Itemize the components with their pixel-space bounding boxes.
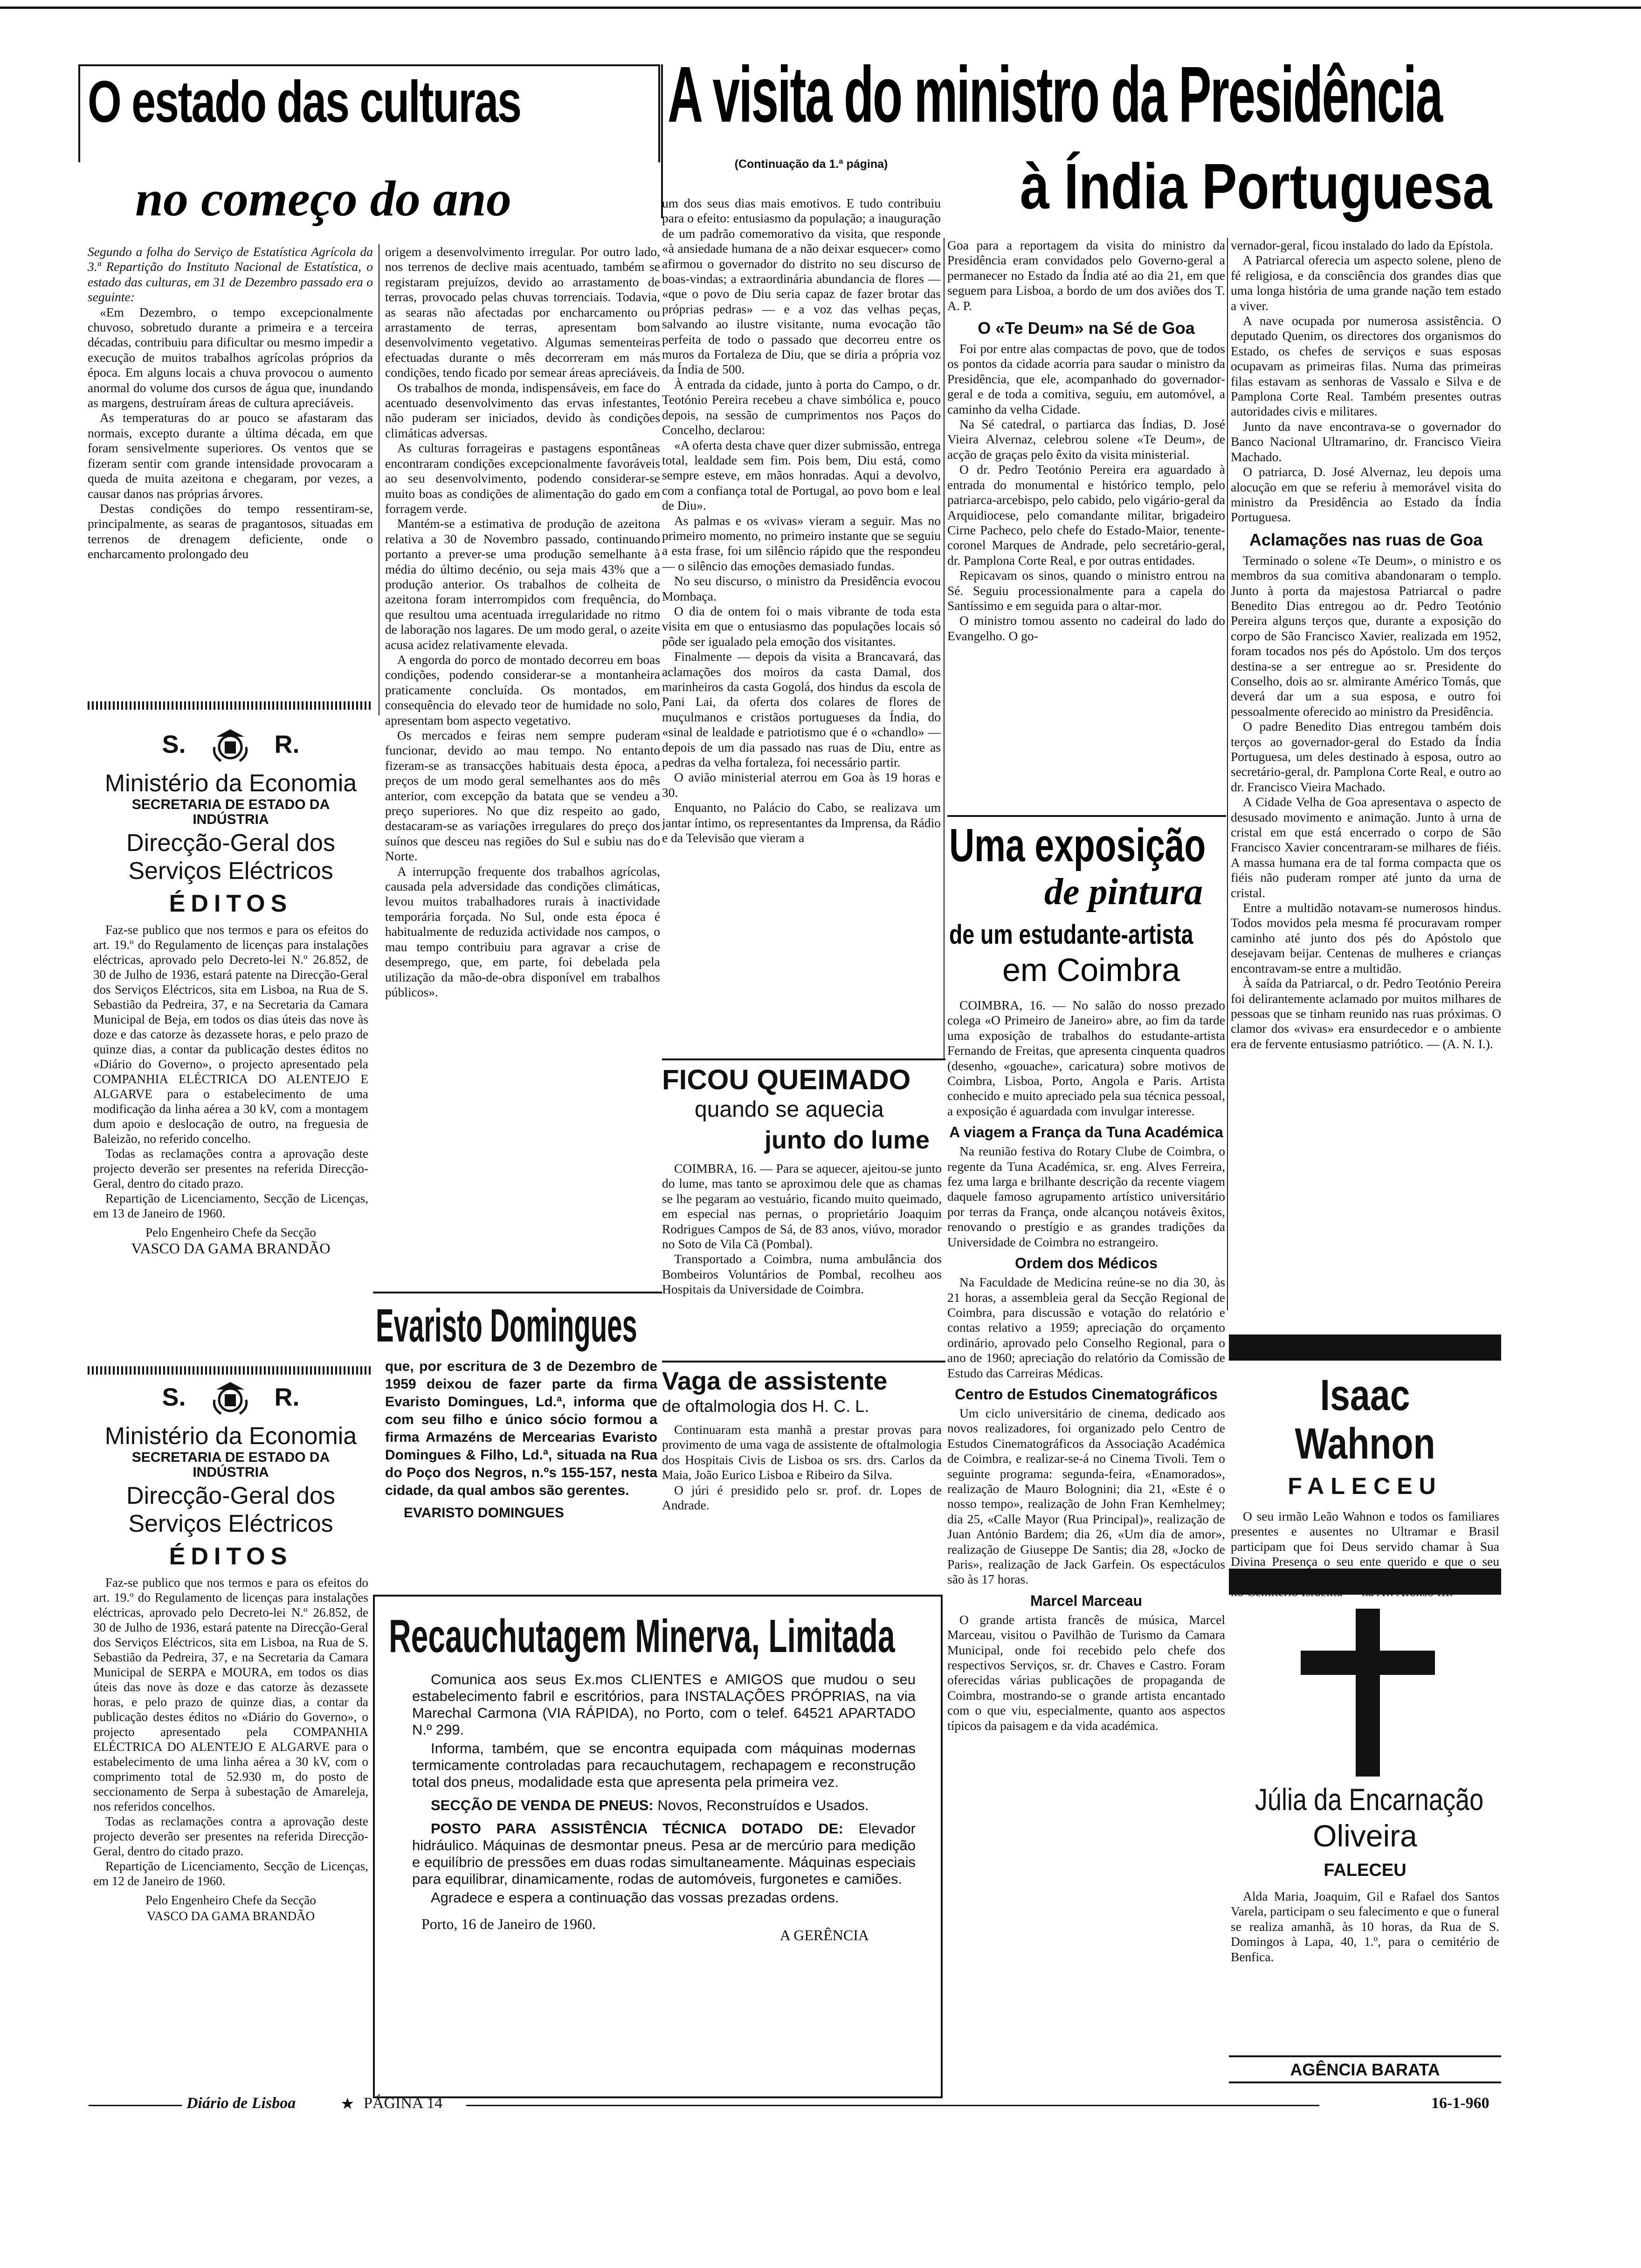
editos1-secretaria: SECRETARIA DE ESTADO DA INDÚSTRIA	[131, 797, 330, 827]
recauchutagem-footer	[412, 1915, 916, 1943]
recauchutagem-p1: Comunica aos seus Ex.mos CLIENTES e AMIGOS que mudou o seu estabelecimento fabril e escritórios, para INSTALAÇÕES PRÓPRIAS, na via Marechal Carmona (VIA RÁPIDA), no Porto, com o telef. 64521 APARTADO N.º 299.	[412, 1671, 916, 1738]
evaristo-notice	[376, 1300, 657, 1521]
editos2-text3: Repartição de Licenciamento, Secção de Licenças, em 12 de Janeiro de 1960.	[93, 1859, 368, 1888]
queimado-sub2: junto do lume	[765, 1126, 930, 1154]
editos2-text: Faz-se publico que nos termos e para os efeitos do art. 19.º do Regulamento de licenças para instalações eléctricas, aprovado pelo Decreto-lei N.º 26.852, de 30 de Julho de 1936, estará patente na Direcção-Geral dos Serviços Eléctricos, sita em Lisboa, na Rua de S. Sebastião da Pedreira, 37, e na Secretaria da Camara Municipal de SERPA e MOURA, em todos os dias úteis das nove às doze e das catorze às dezassete horas, e pelo prazo de quinze dias, a contar da publicação destes éditos no «Diário do Governo», o projecto apresentado pela COMPANHIA ELÉCTRICA DO ALENTEJO E ALGARVE para o estabelecimento de uma linha aérea a 30 kV, com o comprimento total de 52.930 m, do posto de seccionamento de Serpa à subestação de Amareleja, nos referidos concelhos.	[93, 1576, 368, 1813]
julia-faleceu: FALECEU	[1324, 1860, 1407, 1880]
queimado-title: FICOU QUEIMADO	[662, 1064, 911, 1095]
expo-rule	[947, 815, 1226, 817]
visita-col3-p5: O patriarca, D. José Alvernaz, leu depois uma alocução em que se referiu à memorável visita do ministro da Presidência ao Estado da Índia Portuguesa.	[1231, 464, 1501, 525]
recauchutagem-p2: Informa, também, que se encontra equipada com máquinas modernas termicamente controladas para recauchutagem, rechapagem e reconstrução total dos pneus, modalidade esta que apresenta pela primeira vez.	[412, 1740, 916, 1790]
footer-page: PÁGINA 14	[364, 2095, 443, 2112]
black-band	[1229, 1569, 1501, 1595]
queimado-rule	[662, 1058, 945, 1060]
agency-rule-top	[1229, 2055, 1501, 2057]
editos2-sig1: Pelo Engenheiro Chefe da Secção	[145, 1893, 316, 1907]
aclamacoes-p1: Terminado o solene «Te Deum», o ministro e os membros da sua comitiva abandonaram o templo. Junto à porta da majestosa Patriarcal o padre Benedito Dias entregou ao dr. Pedro Teotónio Pereira alguns terços que, durante a exposição do corpo de São Francisco Xavier, realizada em 1952, foram tocados nos pés do Apóstolo. Um dos terços destina-se a ser entregue ao sr. Presidente do Conselho, dois ao sr. almirante Américo Tomás, que deverá dar um a sua esposa, e outro foi pessoalmente oferecido ao ministro da Presidência.	[1231, 553, 1501, 719]
wahnon-name: Isaac Wahnon	[1295, 1370, 1435, 1468]
vaga-rule	[662, 1361, 945, 1362]
visita-p6: O dia de ontem foi o mais vibrante de toda esta visita em que o entusiasmo das populações locais só pôde ser igualado pela emoção dos visitantes.	[662, 603, 941, 649]
editos2-heading: ÉDITOS	[169, 1543, 293, 1570]
editos1-header	[93, 727, 368, 765]
exposicao-col	[947, 998, 1225, 2061]
visita-col2	[947, 238, 1225, 816]
editos2-secretaria: SECRETARIA DE ESTADO DA INDÚSTRIA	[131, 1450, 330, 1480]
queimado-article	[662, 1064, 942, 1297]
cross-icon	[1231, 1604, 1499, 1781]
visita-p5: No seu discurso, o ministro da Presidência evocou Mombaça.	[662, 574, 941, 603]
recauchutagem-sig: A GERÊNCIA	[779, 1927, 869, 1943]
editos2-header	[93, 1380, 368, 1418]
wahnon-faleceu: FALECEU	[1288, 1473, 1442, 1499]
editos1-r: R.	[274, 730, 300, 759]
aclamacoes-p5: À saída da Patriarcal, o dr. Pedro Teotónio Pereira foi delirantemente aclamado por muitos milhares de pessoas que se tinham reunido nas ruas próximas. O clamor dos «vivas» era ensurdecedor e o ambiente era de fervente entusiasmo patriótico. — (A. N. I.).	[1231, 976, 1501, 1051]
culturas-col1	[88, 244, 373, 692]
col-divider	[944, 238, 945, 1058]
editos1-text3: Repartição de Licenciamento, Secção de Licenças, em 13 de Janeiro de 1960.	[93, 1191, 368, 1220]
recauchutagem-p4-text: Elevador hidráulico. Máquinas de desmontar pneus. Pesa ar de mercúrio para medição e equilíbrio de pressões em duas rodas simultaneamente. Máquinas especiais para equilibrar, dinamicamente, rodas de automóveis, furgonetes e camiões.	[412, 1820, 916, 1887]
te-deum-p4: Repicavam os sinos, quando o ministro entrou na Sé. Seguiu processionalmente para a capela do Santíssimo e em seguida para o altar-mor.	[947, 568, 1225, 613]
culturas-col2-p6: Os mercados e feiras nem sempre puderam funcionar, devido ao mau tempo. No entanto fizeram-se as transacções habituais desta época, a preços de um modo geral semelhantes aos do mês anterior, com excepção da batata que se vendeu a preço superiores. No que diz respeito ao gado, destacaram-se as variações irregulares do preço dos suínos que desceu nas regiões do Sul e subiu nas do Norte.	[385, 728, 660, 864]
evaristo-title: Evaristo Domingues	[376, 1300, 637, 1352]
headline-border-top	[78, 64, 660, 66]
visita-title: A visita do ministro da Presidência	[668, 50, 1442, 139]
recauchutagem-p3-text: Novos, Reconstruídos e Usados.	[653, 1797, 869, 1813]
culturas-p2: As temperaturas do ar pouco se afastaram das normais, excepto durante a última década, em que foram sensivelmente superiores. Os ventos que se fizeram sentir com grande intensidade provocaram a queda de muita azeitona e chegaram, por vezes, a causar danos nas próprias árvores.	[88, 410, 373, 501]
te-deum-heading: O «Te Deum» na Sé de Goa	[978, 318, 1195, 338]
top-rule	[0, 7, 1641, 9]
recauchutagem-p5: Agradece e espera a continuação das vossas prezadas ordens.	[431, 1889, 839, 1906]
vaga-p1: Continuaram esta manhã a prestar provas para provimento de uma vaga de assistente de oftalmologia dos Hospitais Civis de Lisboa os srs. drs. Carlos da Maia, João Eurico Lisboa e Ribeiro da Silva.	[662, 1422, 942, 1482]
editos2-notice	[93, 1380, 368, 1924]
editos2-text2: Todas as reclamações contra a aprovação deste projecto deverão ser presentes na referida Direcção-Geral, dentro do citado prazo.	[93, 1814, 368, 1858]
culturas-col2-p5: A engorda do porco de montado decorreu em boas condições, podendo considerar-se a montanheira praticamente concluída. Os montados, em consequência do elevado teor de humidade no solo, apresentam bom aspecto vegetativo.	[385, 652, 660, 727]
editos1-sig2: VASCO DA GAMA BRANDÃO	[131, 1240, 331, 1257]
visita-col2-p1: Goa para a reportagem da visita do ministro da Presidência eram convidados pelo Governo-geral a permanecer no Estado da Índia até ao dia 21, em que seguem para Lisboa, a bordo de um dos aviões dos T. A. P.	[947, 238, 1225, 313]
editos2-sig2: VASCO DA GAMA BRANDÃO	[146, 1909, 315, 1923]
te-deum-p1: Foi por entre alas compactas de povo, que de todos os pontos da cidade acorria para saudar o ministro da Presidência, que ele, acompanhado do governador-geral e de toda a comitiva, seguiu, em automóvel, a caminho da velha Cidade.	[947, 341, 1225, 416]
editos1-ministry: Ministério da Economia	[104, 770, 357, 797]
culturas-p1: «Em Dezembro, o tempo excepcionalmente chuvoso, sobretudo durante a primeira e a terceira décadas, contribuiu para dificultar ou mesmo impedir a execução de muitos trabalhos agrícolas próprios da época. Em alguns locais a chuva provocou o aumento anormal do volume dos cursos de água que, inundando as margens, destruíram áreas de cultura apreciáveis.	[88, 304, 373, 410]
exposicao-sub3: em Coimbra	[1002, 952, 1180, 988]
visita-col3-p2: A Patriarcal oferecia um aspecto solene, pleno de fé religiosa, e da consciência dos grandes dias que uma longa história de uma grande nação tem estado a viver.	[1231, 253, 1501, 313]
recauchutagem-body	[412, 1671, 916, 1943]
queimado-p2: Transportado a Coimbra, numa ambulância dos Bombeiros Voluntários de Pombal, recolheu aos Hospitais da Universidade de Coimbra.	[662, 1252, 942, 1297]
section-divider-2	[88, 1366, 373, 1375]
culturas-col2-p3: As culturas forrageiras e pastagens espontâneas encontraram condições excepcionalmente favoráveis ao seu desenvolvimento, podendo considerar-se muito boas as condições de alimentação do gado em forragem verde.	[385, 441, 660, 516]
agency-rule-bottom	[1229, 2081, 1501, 2083]
visita-p2: À entrada da cidade, junto à porta do Campo, o dr. Teotónio Pereira recebeu a chave simbólica e, pouco depois, na sessão de cumprimentos nos Paços do Concelho, declarou:	[662, 377, 941, 437]
visita-p4: As palmas e os «vivas» vieram a seguir. Mas no primeiro momento, no primeiro instante que se seguiu a esta frase, foi um silêncio rápido que the respondeu — o silêncio das emoções demasiado fundas.	[662, 513, 941, 573]
black-band	[1229, 1335, 1501, 1361]
wahnon-text: O seu irmão Leão Wahnon e todos os familiares presentes e ausentes no Ultramar e Brasil participam que foi Deus servido chamar à Sua Divina Presença o seu ente querido e que o seu	[1231, 1509, 1499, 1569]
recauchutagem-title: Recauchutagem Minerva, Limitada	[389, 1610, 895, 1662]
visita-p7: Finalmente — depois da visita a Brancavará, das aclamações dos moiros da casta Damal, dos marinheiros da casta Gogolá, dos hindus da escola de Pani Lai, da oferta dos colares de flores de muçulmanos e cristãos portugueses da Índia, do «sinal de lealdade e patriotismo que é o «chandlo» — depois de um dia passado nas ruas de Diu, entre as pedras da velha fortaleza, foi necessário partir.	[662, 649, 941, 770]
editos1-s: S.	[162, 730, 186, 759]
exposicao-title: Uma exposição	[949, 819, 1206, 871]
coat-of-arms-icon	[212, 1380, 249, 1418]
star-icon: ★	[340, 2095, 355, 2113]
aclamacoes-p4: Entre a multidão notavam-se numerosos hindus. Todos movidos pela mesma fé procuravam romper caminho até junto dos pés do Apóstolo que desejavam beijar. Centenas de mulheres e crianças encontravam-se entre a multidão.	[1231, 900, 1501, 975]
cinema-p1: Um ciclo universitário de cinema, dedicado aos novos realizadores, foi organizado pelo Centro de Estudos Cinematográficos da Associação Académica de Coimbra, e realizar-se-á no Cinema Tivoli. Tem o seguinte programa: segunda-feira, «Enamorados», realização de Mauro Bolognini; dia 21, «Este é o nosso tempo», realização de John Fran Kemhelmey; dia 25, «Calle Mayor (Rua Principal)», realização de Juan António Bardem; dia 26, «Um dia de amor», realização de Giuseppe De Santis; dia 28, «Jocko de Paris», realização de Jack Garfein. Os espectáculos são às 17 horas.	[947, 1405, 1225, 1587]
franca-heading: A viagem a França da Tuna Académica	[949, 1124, 1223, 1141]
queimado-p1: COIMBRA, 16. — Para se aquecer, ajeitou-se junto do lume, mas tanto se aproximou dele que as chamas se lhe pegaram ao vestuário, ficando muito queimado, em especial nas pernas, o proprietário Joaquim Rodrigues Campos de Sá, de 83 anos, viúvo, morador no Soto de Vila Cã (Pombal).	[662, 1161, 942, 1252]
footer-rule	[466, 2105, 1319, 2106]
col-divider	[1227, 238, 1228, 1310]
editos2-s: S.	[162, 1383, 186, 1411]
headline-border-right	[658, 64, 660, 162]
editos1-direccao: Direcção-Geral dos Serviços Eléctricos	[126, 830, 335, 885]
exposicao-sub1: de pintura	[1044, 871, 1203, 913]
julia-name1: Júlia da Encarnação	[1255, 1782, 1484, 1817]
aclamacoes-p3: A Cidade Velha de Goa apresentava o aspecto de desusado movimento e animação. Junto à urna de cristal em que está encerrado o corpo de São Francisco Xavier concentraram-se milhares de fiéis. A massa humana era de tal forma compacta que os fiéis não puderam romper até junto da urna de cristal.	[1231, 795, 1501, 900]
editos1-sig1: Pelo Engenheiro Chefe da Secção	[145, 1225, 316, 1239]
editos1-text: Faz-se publico que nos termos e para os efeitos do art. 19.º do Regulamento de licenças para instalações eléctricas, aprovado pelo Decreto-lei N.º 26.852, de 30 de Julho de 1936, estará patente na Direcção-Geral dos Serviços Eléctricos, sita em Lisboa, na Rua de S. Sebastião da Pedreira, 37, e na Secretaria da Camara Municipal de Beja, em todos os dias úteis das nove às doze e das catorze às dezassete horas, e pelo prazo de quinze dias, a contar da publicação destes éditos no «Diário do Governo», o projecto apresentado pela COMPANHIA ELÉCTRICA DO ALENTEJO E ALGARVE para o estabelecimento de uma modificação da linha aérea a 30 kV, com a montagem dum apoio e deslocação de outro, na freguesia de Baleizão, no referido concelho.	[93, 923, 368, 1146]
footer-paper: Diário de Lisboa	[186, 2095, 296, 2112]
julia-obituary	[1231, 1604, 1499, 1964]
visita-border-left	[661, 64, 663, 218]
page-footer	[89, 2095, 1510, 2118]
culturas-p3: Destas condições do tempo ressentiram-se, principalmente, as searas de pragantosos, situadas em terrenos de drenagem deficiente, onde o encharcamento prolongado deu	[88, 501, 373, 561]
marceau-p1: O grande artista francês de música, Marcel Marceau, visitou o Pavilhão de Turismo da Camara Municipal, onde foi recebido pelo chefe dos respectivos Serviços, sr. dr. Chaves e Castro. Foram oferecidas várias publicações de propaganda de Coimbra, mostrando-se o grande artista encantado com o que viu, especialmente, quanto aos aspectos típicos da paisagem e da vida académica.	[947, 1612, 1225, 1733]
editos2-ministry: Ministério da Economia	[104, 1423, 357, 1450]
editos1-notice	[93, 727, 368, 1256]
editos1-text2: Todas as reclamações contra a aprovação deste projecto deverão ser presentes na referida Direcção-Geral, dentro do citado prazo.	[93, 1147, 368, 1190]
julia-agency: AGÊNCIA BARATA	[1290, 2060, 1440, 2079]
evaristo-rule	[373, 1292, 662, 1293]
vaga-title: Vaga de assistente	[662, 1367, 888, 1395]
aclamacoes-heading: Aclamações nas ruas de Goa	[1249, 530, 1483, 549]
vaga-p2: O júri é presidido pelo sr. prof. dr. Lopes de Andrade.	[662, 1482, 942, 1513]
recauchutagem-p4-bold: POSTO PARA ASSISTÊNCIA TÉCNICA DOTADO DE:	[431, 1820, 843, 1837]
julia-text: Alda Maria, Joaquim, Gil e Rafael dos Santos Varela, participam o seu falecimento e que o funeral se realiza amanhã, às 10 horas, da Rua de S. Domingos à Lapa, 40, 1.º, para o cemitério de Benfica.	[1231, 1889, 1499, 1964]
queimado-sub1: quando se aquecia	[695, 1097, 884, 1122]
exposicao-sub2: de um estudante-artista	[949, 920, 1193, 950]
culturas-col2	[385, 244, 660, 1298]
julia-name2: Oliveira	[1313, 1819, 1417, 1853]
section-divider	[88, 701, 373, 710]
editos1-heading: ÉDITOS	[169, 890, 293, 917]
editos2-direccao: Direcção-Geral dos Serviços Eléctricos	[126, 1482, 335, 1537]
recauchutagem-ad	[373, 1595, 943, 2098]
visita-col3-p4: Junto da nave encontrava-se o governador do Banco Nacional Ultramarino, dr. Francisco Vieira Machado.	[1231, 419, 1501, 464]
cinema-heading: Centro de Estudos Cinematográficos	[955, 1385, 1218, 1403]
visita-col3	[1231, 238, 1501, 1292]
exposicao-p1: COIMBRA, 16. — No salão do nosso prezado colega «O Primeiro de Janeiro» abre, ao fim da tarde uma exposição de trabalhos do estudante-artista Fernando de Freitas, que apresenta cinquenta quadros (desenho, «gouache», caricatura) sobre motivos de Coimbra, Lisboa, Porto, Angola e Paris. Artista conhecido e muito apreciado pela sua técnica pessoal, a exposição é aguardada com invulgar interesse.	[947, 998, 1225, 1118]
wahnon-obituary	[1231, 1371, 1499, 1599]
te-deum-p5: O ministro tomou assento no cadeiral do lado do Evangelho. O go-	[947, 613, 1225, 643]
visita-p8: O avião ministerial aterrou em Goa às 19 horas e 30.	[662, 770, 941, 800]
culturas-col2-p7: A interrupção frequente dos trabalhos agrícolas, causada pela adversidade das condições climáticas, levou muitos trabalhadores rurais à inactividade temporária forçada. No Sul, onde esta época é habitualmente de reduzida actividade nos campos, o mau tempo contribuiu para agravar a crise de desemprego, que, em parte, foi debelada pela utilização da mão-de-obra disponível em trabalhos públicos».	[385, 864, 660, 999]
culturas-col2-p2: Os trabalhos de monda, indispensáveis, em face do acentuado desenvolvimento das ervas infestantes, não puderam ser iniciados, devido às condições climáticas adversas.	[385, 380, 660, 440]
visita-p3: «A oferta desta chave quer dizer submissão, entrega total, lealdade sem fim. Pois bem, Diu está, como sempre esteve, em mãos honradas. Aqui a devolvo, com a confiança total de Portugal, ao povo bom e leal de Diu».	[662, 437, 941, 513]
recauchutagem-p3-bold: SECÇÃO DE VENDA DE PNEUS:	[431, 1797, 654, 1813]
culturas-col2-p1: origem a desenvolvimento irregular. Por outro lado, nos terrenos de declive mais acentuado, também se registaram prejuízos, devido ao arrastamento de terras, provocado pelas chuvas torrenciais. Todavia, as searas não afectadas por encharcamento ou arrastamento de terras, apresentam bom desenvolvimento vegetativo. Algumas sementeiras efectuadas durante o mês decorreram em más condições, tendo ficado por semear áreas apreciáveis.	[385, 244, 660, 380]
recauchutagem-p4	[412, 1820, 916, 1888]
visita-col1	[662, 196, 941, 1054]
recauchutagem-place: Porto, 16 de Janeiro de 1960.	[421, 1915, 596, 1932]
evaristo-sig: EVARISTO DOMINGUES	[404, 1505, 564, 1521]
coat-of-arms-icon	[212, 727, 249, 765]
visita-subtitle: à Índia Portuguesa	[1020, 151, 1492, 222]
editos2-r: R.	[274, 1383, 300, 1411]
te-deum-p2: Na Sé catedral, o partiarca das Índias, D. José Vieira Alvernaz, celebrou solene «Te Deum», de acção de graças pelo êxito da visita ministerial.	[947, 417, 1225, 462]
te-deum-p3: O dr. Pedro Teotónio Pereira era aguardado à entrada do monumental e histórico templo, pelo patriarca-arcebispo, pelo cabido, pelo vigário-geral da Arquidiocese, pelo comandante militar, brigadeiro Cirne Pacheco, pelo chefe do Estado-Maior, tenente-coronel Marques de Andrade, pelo secretário-geral, dr. Pamplona Corte Real, e por outras entidades.	[947, 462, 1225, 567]
footer-date: 16-1-960	[1431, 2095, 1489, 2112]
culturas-lead: Segundo a folha do Serviço de Estatística Agrícola da 3.ª Repartição do Instituto Nacional de Estatística, o estado das culturas, em 31 de Dezembro passado era o seguinte:	[88, 244, 373, 304]
visita-p9: Enquanto, no Palácio do Cabo, se realizava um jantar íntimo, os representantes da Imprensa, da Rádio e da Televisão que vieram a	[662, 800, 941, 845]
visita-col3-p3: A nave ocupada por numerosa assistência. O deputado Quenim, os directores dos organismos do Estado, os chefes de serviços e suas esposas ocupavam as primeiras filas. Numa das primeiras filas estavam as senhoras de Vassalo e Silva e de Pamplona Corte Real. Também presentes outras autoridades civis e militares.	[1231, 313, 1501, 419]
marceau-heading: Marcel Marceau	[1030, 1592, 1143, 1609]
visita-continuation: (Continuação da 1.ª página)	[734, 158, 888, 171]
vaga-sub: de oftalmologia dos H. C. L.	[662, 1397, 869, 1416]
culturas-subtitle: no começo do ano	[135, 171, 511, 227]
evaristo-text: que, por escritura de 3 de Dezembro de 1959 deixou de fazer parte da firma Evaristo Domingues, Ld.ª, informa que com seu filho e único sócio formou a firma Armazéns de Mercearias Evaristo Domingues & Filho, Ld.ª, situada na Rua do Poço dos Negros, n.ºs 155-157, nesta cidade, da qual ambos são gerentes.	[385, 1359, 657, 1498]
vaga-article	[662, 1367, 942, 1513]
headline-border-left	[78, 64, 80, 162]
medicos-heading: Ordem dos Médicos	[1015, 1255, 1158, 1272]
visita-col3-p1: vernador-geral, ficou instalado do lado da Epístola.	[1231, 238, 1494, 252]
culturas-title: O estado das culturas	[88, 69, 521, 135]
medicos-p1: Na Faculdade de Medicina reúne-se no dia 30, às 21 horas, a assembleia geral da Secção Regional de Coimbra, para discussão e votação do relatório e contas relativo a 1959; apreciação do orçamento ordinário, aprovado pelo Conselho Regional, para o ano de 1960; apreciação do relatório da Comissão de Estudo das Carreiras Médicas.	[947, 1275, 1225, 1380]
recauchutagem-p3	[412, 1797, 916, 1814]
aclamacoes-p2: O padre Benedito Dias entregou também dois terços ao governador-geral do Estado da Índia Portuguesa, um deles destinado à esposa, outro ao secretário-geral, dr. Pamplona Corte Real, e outro ao dr. Francisco Vieira Machado.	[1231, 719, 1501, 794]
culturas-col2-p4: Mantém-se a estimativa de produção de azeitona relativa a 30 de Novembro passado, continuando portanto a prever-se uma produção semelhante à média do último decénio, ou seja mais 43% que a produção anterior. Os trabalhos de colheita de azeitona foram interrompidos com frequência, do que resultou uma acentuada irregularidade no ritmo de laboração nos lagares. De um modo geral, o azeite acusa acidez relativamente elevada.	[385, 516, 660, 652]
franca-p1: Na reunião festiva do Rotary Clube de Coimbra, o regente da Tuna Académica, sr. eng. Alves Ferreira, fez uma larga e brilhante descrição da recente viagem daquele famoso agrupamento artístico universitário por terras da França, onde alcançou notáveis êxitos, renovando o prestígio e as grandes tradições da Universidade de Coimbra no estrangeiro.	[947, 1144, 1225, 1249]
visita-p1: um dos seus dias mais emotivos. E tudo contribuiu para o efeito: entusiasmo da população; a inauguração de um padrão comemorativo da visita, que responde «à ansiedade humana de a não deixar esquecer» como afirmou o governador do distrito no seu discurso de boas-vindas; a extraordinária abundancia de flores — «que o povo de Diu seria capaz de fazer brotar das próprias pedras» — e a voz das velhas peças, salvando ao ilustre visitante, numa evocação tão perfeita de todo o passado que decorreu entre os muros da Fortaleza de Diu, que se diria a própria voz da Índia de 500.	[662, 196, 941, 377]
